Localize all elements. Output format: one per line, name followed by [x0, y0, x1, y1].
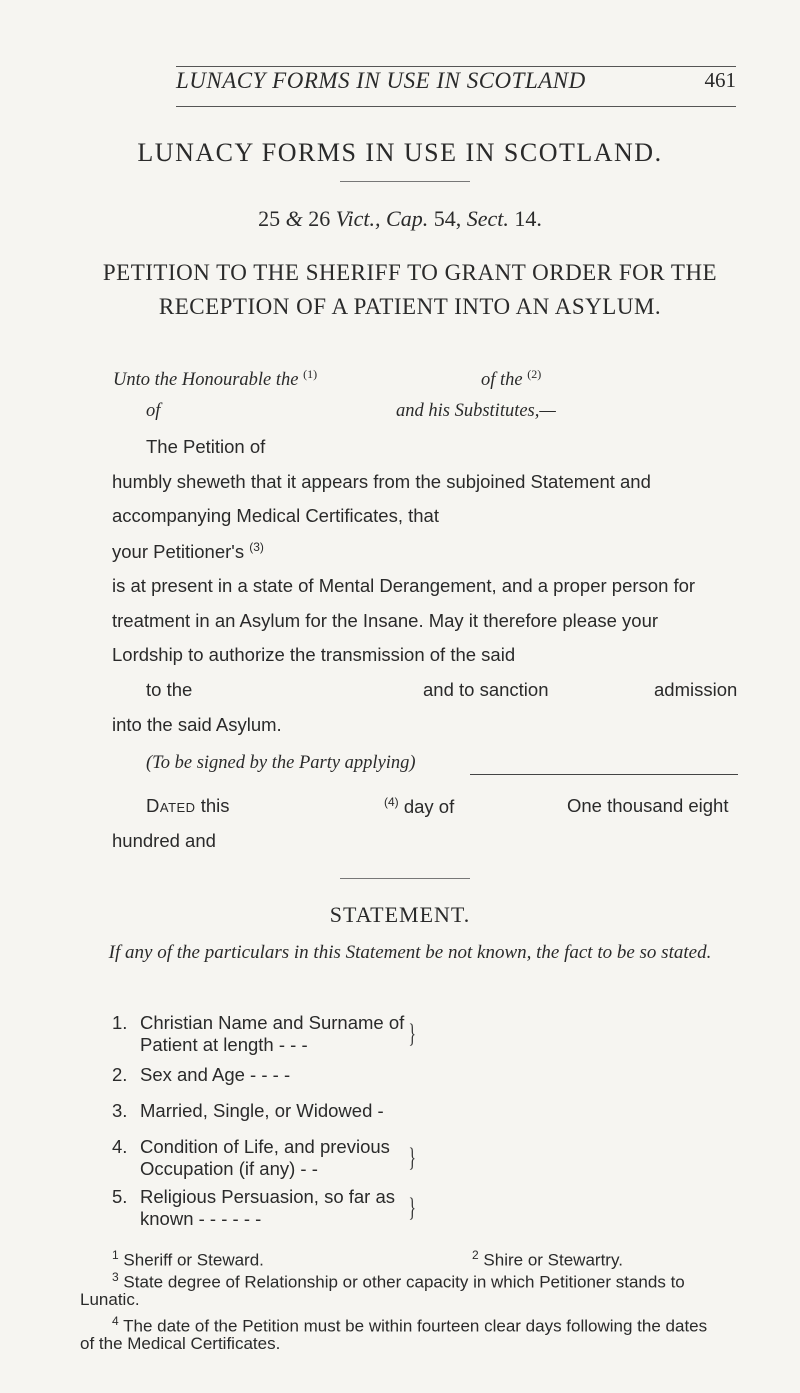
brace-item-4: }	[408, 1143, 416, 1172]
dated-year-text: One thousand eight	[567, 795, 729, 816]
running-head	[176, 68, 736, 108]
petition-heading: PETITION TO THE SHERIFF TO GRANT ORDER FOR THE RECEPTION OF A PATIENT INTO AN ASYLUM.	[102, 260, 718, 319]
page-number: 461	[704, 68, 736, 92]
header-bottom-rule	[176, 106, 736, 107]
title-divider	[340, 181, 470, 182]
header-top-rule	[176, 66, 736, 67]
footnote-4: $^4$ The date of the Petition must be within fourteen clear days following the dates	[112, 1314, 708, 1336]
body-line-3: your Petitioner's $^{(3)}$	[112, 540, 264, 563]
petition-of: The Petition of	[146, 436, 266, 457]
body-line-1: humbly sheweth that it appears from the subjoined Statement and	[112, 471, 651, 492]
body-line-7b: and to sanction	[423, 679, 549, 700]
address-of: of	[146, 401, 161, 421]
dated-hundred: hundred and	[112, 830, 216, 851]
address-substitutes: and his Substitutes,—	[396, 401, 556, 421]
running-title: LUNACY FORMS IN USE IN SCOTLAND	[176, 68, 586, 93]
signature-line	[470, 774, 738, 775]
body-line-5: treatment in an Asylum for the Insane. May it therefore please your	[112, 610, 659, 631]
body-line-4: is at present in a state of Mental Derangement, and a proper person for	[112, 575, 696, 596]
book-page: LUNACY FORMS IN USE IN SCOTLAND 461 LUNACY FORMS IN USE IN SCOTLAND. 25 & 26 Vict., Cap. 54, Sect. 14. PETITION TO THE SHERIFF TO GRANT ORDER FOR THE RECEPTION OF A PATIENT INTO AN ASYLUM. Unto the Honourable the $^{(1)}$ of the $^{(2)}$ of and his Substitutes,— The Petition of humbly sheweth that it appears from the subjoined Statement and accompanying Medical Certificates, that your Petitioner's $^{(3)}$ is at present in a state of Mental Derangement, and a proper person for treatment in an Asylum for the Insane. May it therefore please your Lordship to authorize the transmission of the said to the and to sanction admission into the said Asylum. (To be signed by the Party applying) Dated this $^{(4)}$ day of One thousand eight hundred and STATEMENT. If any of the particulars in this Statement be not known, the fact to be so stated. 1. Christian Name and Surname of Patient at length - - - } 2. Sex and Age - - - - 3. Married, Single, or Widowed - 4. Condition of Life, and previous Occupation (if any) - - } 5. Religious Persuasion, so far as known - - - - - - } $^1$ Sheriff or Steward. $^2$ Shire or Stewartry. $^3$ State degree of Relationship or other capacity in which Petitioner stands to Lunatic. $^4$ The date of the Petition must be within fourteen clear days following the dates of the Medical Certificates.	[0, 0, 800, 1393]
footnote-4-cont: of the Medical Certificates.	[80, 1334, 281, 1353]
body-line-8: into the said Asylum.	[112, 714, 282, 735]
footnote-3-cont: Lunatic.	[80, 1290, 140, 1309]
address-of-the: of the $^{(2)}$	[481, 367, 542, 391]
footnote-3: $^3$ State degree of Relationship or other capacity in which Petitioner stands to	[112, 1270, 685, 1292]
brace-item-5: }	[408, 1193, 416, 1222]
statement-title: STATEMENT.	[329, 902, 471, 927]
page-title: LUNACY FORMS IN USE IN SCOTLAND.	[137, 138, 663, 167]
body-line-7a: to the	[146, 679, 193, 700]
section-divider	[340, 878, 470, 879]
statement-note: If any of the particulars in this Statement be not known, the fact to be so stated.	[108, 942, 712, 963]
brace-item-1: }	[408, 1019, 416, 1048]
address-unto: Unto the Honourable the $^{(1)}$	[113, 367, 318, 391]
body-line-2: accompanying Medical Certificates, that	[112, 505, 439, 526]
statute-reference: 25 & 26 Vict., Cap. 54, Sect. 14.	[258, 206, 542, 231]
footnote-1: $^1$ Sheriff or Steward.	[112, 1248, 264, 1270]
signature-note: (To be signed by the Party applying)	[146, 753, 416, 773]
dated-day-of: $^{(4)}$ day of	[384, 795, 455, 818]
footnote-2: $^2$ Shire or Stewartry.	[472, 1248, 623, 1270]
body-line-7c: admission	[654, 679, 738, 700]
body-line-6: Lordship to authorize the transmission of the said	[112, 644, 516, 665]
dated-line: Dated this	[146, 795, 230, 816]
